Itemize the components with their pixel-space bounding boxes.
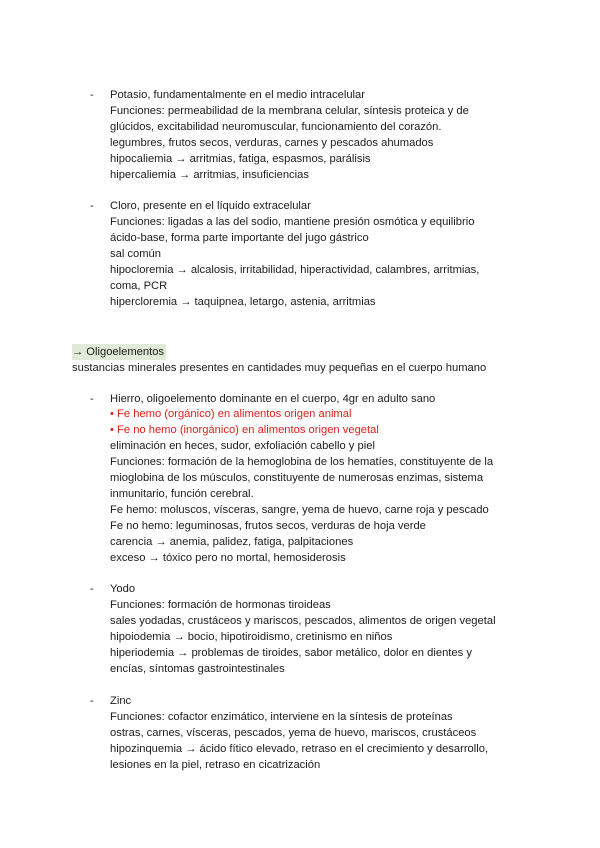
text-line: Funciones: formación de la hemoglobina de los hematíes, constituyente de la — [110, 456, 494, 468]
text-line: Fe hemo: moluscos, vísceras, sangre, yema de huevo, carne roja y pescado — [110, 504, 489, 516]
text-line: glúcidos, excitabilidad neuromuscular, funcionamiento del corazón. — [110, 121, 442, 133]
text-line: sales yodadas, crustáceos y mariscos, pescados, alimentos de origen vegetal — [110, 615, 496, 627]
text-line: hipocaliemia → arritmias, fatiga, espasmos, parálisis — [110, 153, 371, 165]
text-line: Funciones: formación de hormonas tiroideas — [110, 599, 331, 611]
oligoelementos-heading: → Oligoelementos — [72, 346, 165, 358]
text-line: hipozinquemia → ácido fítico elevado, retraso en el crecimiento y desarrollo, — [110, 743, 489, 755]
text-line: inmunitario, función cerebral. — [110, 488, 254, 500]
text-line: Funciones: ligadas a las del sodio, mantiene presión osmótica y equilibrio — [110, 216, 475, 228]
list-bullet: - — [90, 695, 94, 707]
red-list-item: • Fe no hemo (inorgánico) en alimentos origen vegetal — [110, 424, 379, 436]
yodo-title: Yodo — [110, 583, 136, 595]
text-line: hipercaliemia → arritmias, insuficiencias — [110, 169, 309, 181]
list-bullet: - — [90, 583, 94, 595]
text-line: legumbres, frutos secos, verduras, carnes y pescados ahumados — [110, 137, 434, 149]
text-line: sal común — [110, 248, 161, 260]
hierro-title: Hierro, oligoelemento dominante en el cuerpo, 4gr en adulto sano — [110, 393, 436, 405]
list-bullet: - — [90, 200, 94, 212]
zinc-title: Zinc — [110, 695, 132, 707]
cloro-title: Cloro, presente en el líquido extracelular — [110, 200, 311, 212]
text-line: hiperiodemia → problemas de tiroides, sabor metálico, dolor en dientes y — [110, 647, 472, 659]
list-bullet: - — [90, 393, 94, 405]
red-list-item: • Fe hemo (orgánico) en alimentos origen animal — [110, 408, 352, 420]
text-line: ostras, carnes, vísceras, pescados, yema de huevo, mariscos, crustáceos — [110, 727, 477, 739]
text-line: hipocloremia → alcalosis, irritabilidad, hiperactividad, calambres, arritmias, — [110, 264, 480, 276]
text-line: exceso → tóxico pero no mortal, hemosiderosis — [110, 552, 346, 564]
text-line: coma, PCR — [110, 280, 168, 292]
text-line: hipercloremia → taquipnea, letargo, astenia, arritmias — [110, 296, 376, 308]
text-line: eliminación en heces, sudor, exfoliación cabello y piel — [110, 440, 375, 452]
text-line: hipoiodemia → bocio, hipotiroidismo, cretinismo en niños — [110, 631, 393, 643]
text-line: lesiones en la piel, retraso en cicatrización — [110, 759, 321, 771]
text-line: Funciones: permeabilidad de la membrana celular, síntesis proteica y de — [110, 105, 469, 117]
oligoelementos-description: sustancias minerales presentes en cantidades muy pequeñas en el cuerpo humano — [72, 362, 487, 374]
text-line: Funciones: cofactor enzimático, interviene en la síntesis de proteínas — [110, 711, 453, 723]
text-line: ácido-base, forma parte importante del jugo gástrico — [110, 232, 369, 244]
potasio-title: Potasio, fundamentalmente en el medio intracelular — [110, 89, 365, 101]
text-line: carencia → anemia, palidez, fatiga, palpitaciones — [110, 536, 354, 548]
list-bullet: - — [90, 89, 94, 101]
text-line: encías, síntomas gastrointestinales — [110, 663, 285, 675]
text-line: Fe no hemo: leguminosas, frutos secos, verduras de hoja verde — [110, 520, 426, 532]
text-line: mioglobina de los músculos, constituyente de numerosas enzimas, sistema — [110, 472, 484, 484]
